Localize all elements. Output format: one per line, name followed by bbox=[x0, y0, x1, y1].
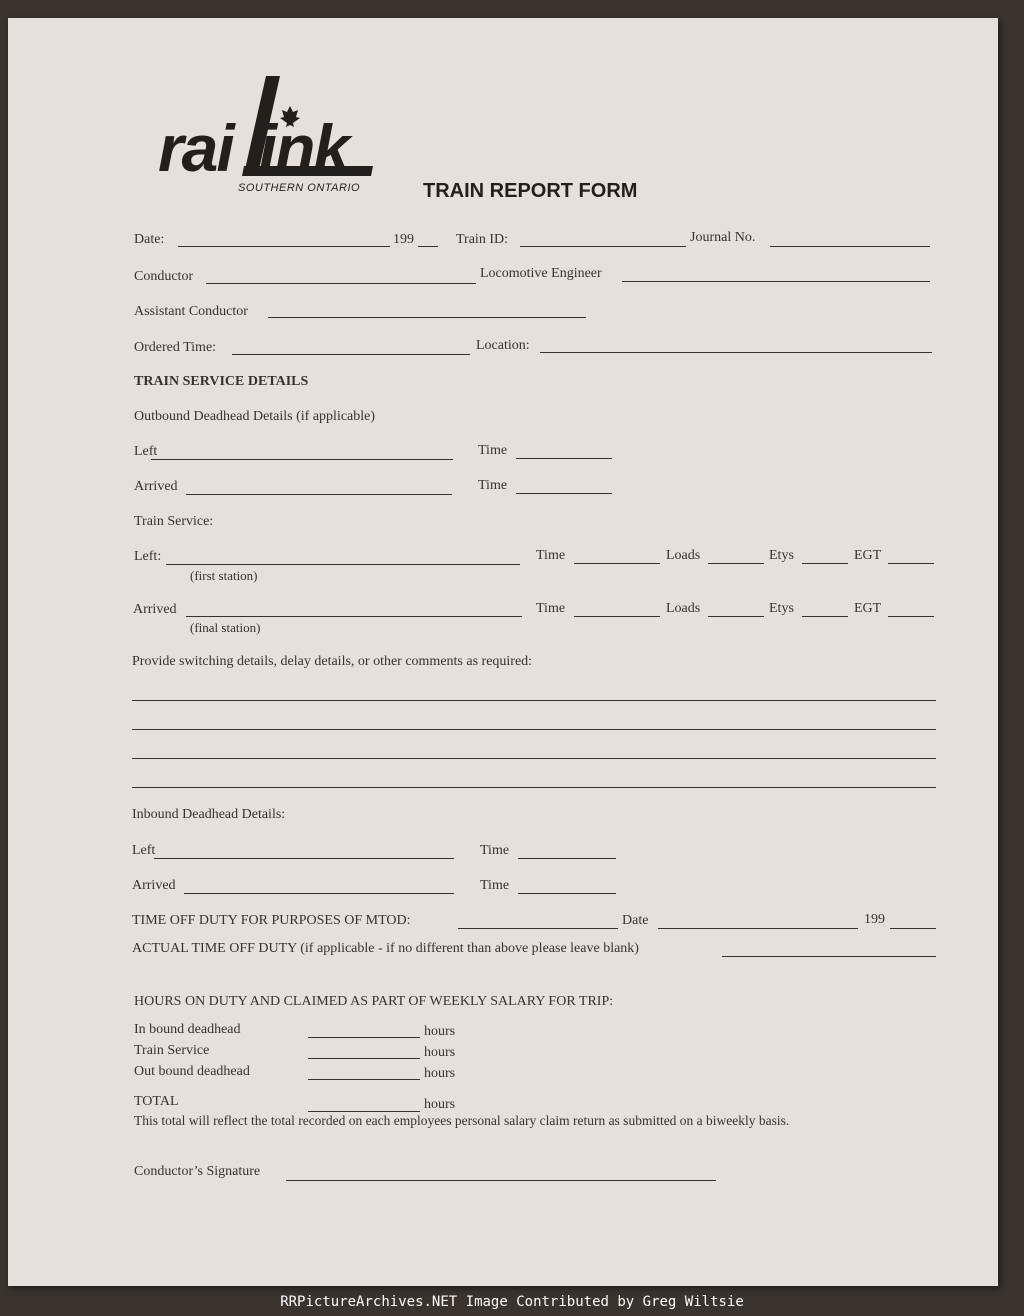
hours-heading: HOURS ON DUTY AND CLAIMED AS PART OF WEEKLY SALARY FOR TRIP: bbox=[134, 994, 614, 1009]
signature-field[interactable] bbox=[286, 1180, 716, 1181]
mtod-field[interactable] bbox=[458, 928, 618, 929]
service-left-loads-field[interactable] bbox=[708, 563, 764, 564]
service-arrived-label: Arrived bbox=[133, 602, 177, 617]
comments-line-1[interactable] bbox=[132, 700, 936, 701]
section-heading: TRAIN SERVICE DETAILS bbox=[134, 374, 309, 389]
service-left-egt-field[interactable] bbox=[888, 563, 934, 564]
inbound-arrived-time-label: Time bbox=[480, 878, 510, 893]
railink-logo bbox=[158, 70, 388, 200]
hours-unit: hours bbox=[424, 1045, 456, 1060]
form-title: TRAIN REPORT FORM bbox=[423, 180, 638, 202]
inbound-left-label: Left bbox=[132, 843, 156, 858]
inbound-arrived-time-field[interactable] bbox=[518, 893, 616, 894]
first-station-hint: (first station) bbox=[190, 568, 258, 583]
service-left-etys-label: Etys bbox=[769, 548, 794, 563]
final-station-hint: (final station) bbox=[190, 620, 261, 635]
hours-unit: hours bbox=[424, 1024, 456, 1039]
service-arrived-egt-field[interactable] bbox=[888, 616, 934, 617]
comments-line-3[interactable] bbox=[132, 758, 936, 759]
outbound-left-label: Left bbox=[134, 444, 158, 459]
service-arrived-loads-field[interactable] bbox=[708, 616, 764, 617]
hours-total-field[interactable] bbox=[308, 1111, 420, 1112]
mtod-date-label: Date bbox=[622, 913, 649, 928]
hours-unit: hours bbox=[424, 1097, 456, 1112]
service-arrived-time-field[interactable] bbox=[574, 616, 660, 617]
date-field[interactable] bbox=[178, 246, 390, 247]
mtod-label: TIME OFF DUTY FOR PURPOSES OF MTOD: bbox=[132, 913, 411, 928]
service-left-label: Left: bbox=[134, 549, 162, 564]
service-left-time-label: Time bbox=[536, 548, 566, 563]
actual-time-field[interactable] bbox=[722, 956, 936, 957]
hours-row-label: In bound deadhead bbox=[134, 1022, 241, 1037]
location-field[interactable] bbox=[540, 352, 932, 353]
date-year-label: 199 bbox=[393, 232, 414, 247]
outbound-arrived-time-field[interactable] bbox=[516, 493, 612, 494]
form-page bbox=[8, 18, 998, 1286]
service-arrived-loads-label: Loads bbox=[666, 601, 701, 616]
inbound-left-field[interactable] bbox=[154, 858, 454, 859]
logo-subtitle: SOUTHERN ONTARIO bbox=[238, 182, 361, 194]
hours-unit: hours bbox=[424, 1066, 456, 1081]
outbound-left-time-field[interactable] bbox=[516, 458, 612, 459]
service-arrived-etys-label: Etys bbox=[769, 601, 794, 616]
journal-label: Journal No. bbox=[690, 230, 756, 245]
train-id-label: Train ID: bbox=[456, 232, 508, 247]
outbound-left-time-label: Time bbox=[478, 443, 508, 458]
ordered-time-label: Ordered Time: bbox=[134, 340, 217, 355]
train-id-field[interactable] bbox=[520, 246, 686, 247]
conductor-label: Conductor bbox=[134, 269, 194, 284]
asst-conductor-field[interactable] bbox=[268, 317, 586, 318]
comments-line-2[interactable] bbox=[132, 729, 936, 730]
asst-conductor-label: Assistant Conductor bbox=[134, 304, 248, 319]
inbound-left-time-label: Time bbox=[480, 843, 510, 858]
service-arrived-field[interactable] bbox=[186, 616, 522, 617]
outbound-arrived-time-label: Time bbox=[478, 478, 508, 493]
inbound-heading: Inbound Deadhead Details: bbox=[132, 807, 286, 822]
service-left-loads-label: Loads bbox=[666, 548, 701, 563]
outbound-arrived-field[interactable] bbox=[186, 494, 452, 495]
service-arrived-etys-field[interactable] bbox=[802, 616, 848, 617]
service-left-egt-label: EGT bbox=[854, 548, 882, 563]
inbound-arrived-label: Arrived bbox=[132, 878, 176, 893]
service-arrived-egt-label: EGT bbox=[854, 601, 882, 616]
outbound-left-field[interactable] bbox=[151, 459, 453, 460]
signature-label: Conductor’s Signature bbox=[134, 1164, 261, 1179]
outbound-heading: Outbound Deadhead Details (if applicable) bbox=[134, 409, 376, 424]
service-left-etys-field[interactable] bbox=[802, 563, 848, 564]
date-year-field[interactable] bbox=[418, 246, 438, 247]
actual-time-label: ACTUAL TIME OFF DUTY (if applicable - if no different than above please leave blank) bbox=[132, 941, 639, 956]
date-label: Date: bbox=[134, 232, 165, 247]
total-note: This total will reflect the total recorded on each employees personal salary claim return as submitted on a biweekly basis. bbox=[134, 1113, 790, 1128]
train-service-heading: Train Service: bbox=[134, 514, 214, 529]
comments-prompt: Provide switching details, delay details, or other comments as required: bbox=[132, 654, 533, 669]
hours-inbound-field[interactable] bbox=[308, 1037, 420, 1038]
conductor-field[interactable] bbox=[206, 283, 476, 284]
comments-line-4[interactable] bbox=[132, 787, 936, 788]
service-arrived-time-label: Time bbox=[536, 601, 566, 616]
engineer-field[interactable] bbox=[622, 281, 930, 282]
mtod-year-field[interactable] bbox=[890, 928, 936, 929]
service-left-field[interactable] bbox=[166, 564, 520, 565]
mtod-year-label: 199 bbox=[864, 912, 885, 927]
journal-field[interactable] bbox=[770, 246, 930, 247]
hours-train-service-field[interactable] bbox=[308, 1058, 420, 1059]
inbound-left-time-field[interactable] bbox=[518, 858, 616, 859]
hours-row-label: Out bound deadhead bbox=[134, 1064, 250, 1079]
image-credit: RRPictureArchives.NET Image Contributed by Greg Wiltsie bbox=[280, 1294, 744, 1310]
ordered-time-field[interactable] bbox=[232, 354, 470, 355]
mtod-date-field[interactable] bbox=[658, 928, 858, 929]
hours-outbound-field[interactable] bbox=[308, 1079, 420, 1080]
hours-row-label: Train Service bbox=[134, 1043, 210, 1058]
inbound-arrived-field[interactable] bbox=[184, 893, 454, 894]
engineer-label: Locomotive Engineer bbox=[480, 266, 602, 281]
logo-wordmark: rai ink bbox=[158, 111, 349, 185]
hours-total-label: TOTAL bbox=[134, 1094, 179, 1109]
outbound-arrived-label: Arrived bbox=[134, 479, 178, 494]
location-label: Location: bbox=[476, 338, 530, 353]
service-left-time-field[interactable] bbox=[574, 563, 660, 564]
